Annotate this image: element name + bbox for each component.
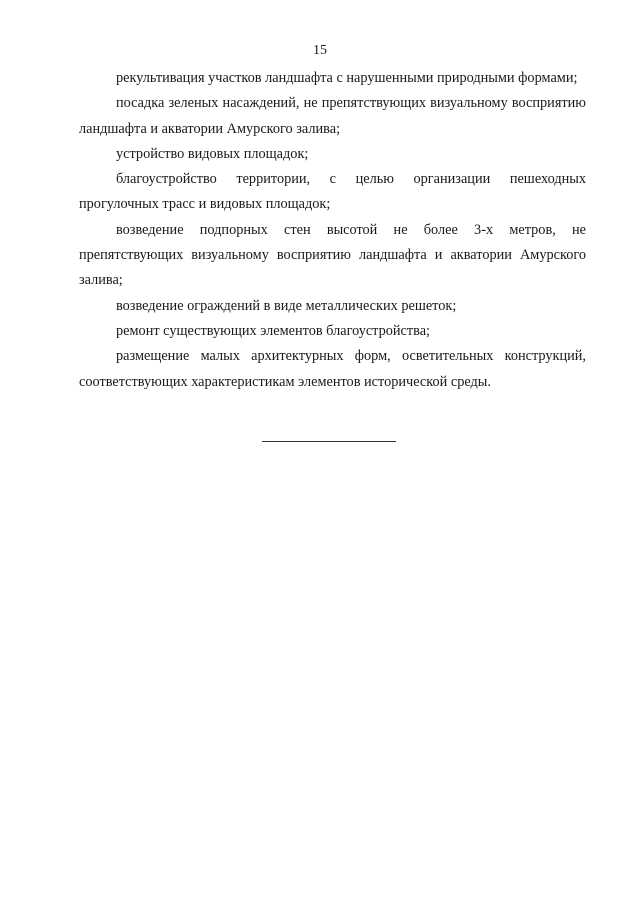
paragraph: ремонт существующих элементов благоустройства; [116, 322, 431, 339]
page-number: 15 [313, 43, 327, 58]
paragraph: возведение ограждений в виде металлических решеток; [116, 297, 457, 314]
end-divider [262, 441, 396, 442]
paragraph: устройство видовых площадок; [116, 145, 309, 162]
paragraph: благоустройство территории, с целью организации пешеходных прогулочных трасс и видовых площадок; [79, 171, 586, 213]
paragraph: размещение малых архитектурных форм, осветительных конструкций, соответствующих характеристикам элементов исторической среды. [79, 348, 586, 390]
paragraph: посадка зеленых насаждений, не препятствующих визуальному восприятию ландшафта и акватории Амурского залива; [79, 95, 586, 137]
paragraph: возведение подпорных стен высотой не более 3-х метров, не препятствующих визуальному восприятию ландшафта и акватории Амурского залива; [79, 221, 586, 289]
document-body [79, 66, 586, 395]
paragraph: рекультивация участков ландшафта с нарушенными природными формами; [116, 70, 578, 86]
